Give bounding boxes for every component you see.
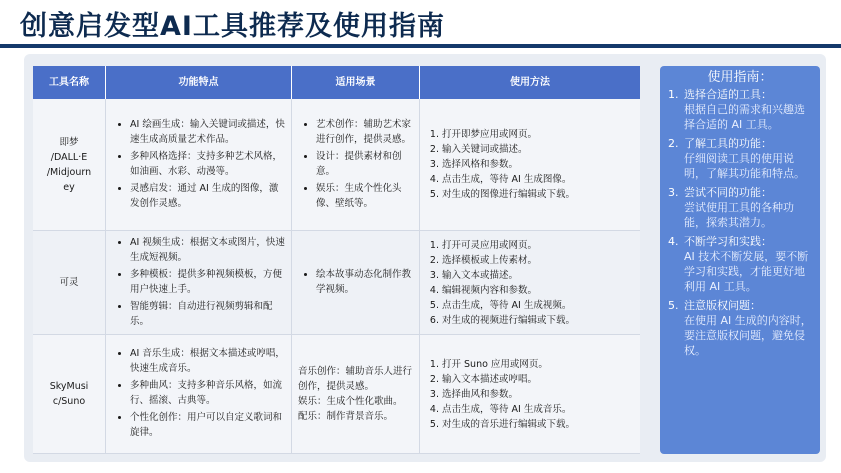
header-features: 功能特点 <box>106 66 292 99</box>
usage-cell <box>420 231 640 335</box>
features-cell <box>106 335 292 454</box>
tools-table <box>33 66 640 454</box>
guide-item <box>668 136 812 181</box>
guide-item-description: 尝试使用工具的各种功能，探索其潜力。 <box>684 201 794 229</box>
guide-item <box>668 298 812 358</box>
usage-step: 6. 对生成的视频进行编辑或下载。 <box>442 313 575 328</box>
usage-step: 4. 点击生成，等待 AI 生成音乐。 <box>442 402 575 417</box>
guide-item-number: 1. <box>668 88 679 101</box>
feature-item: • 多种风格选择：支持多种艺术风格，如油画、水彩、动漫等。 <box>130 149 285 179</box>
tool-name: 可灵 <box>59 277 79 288</box>
features-cell <box>106 99 292 231</box>
usage-step: 1. 打开可灵应用或网页。 <box>442 238 575 253</box>
feature-item: • AI 视频生成：根据文本或图片，快速生成短视频。 <box>130 235 285 265</box>
usage-step: 5. 对生成的图像进行编辑或下载。 <box>442 187 575 202</box>
tool-name-cell <box>33 335 106 454</box>
feature-item: • 智能剪辑：自动进行视频剪辑和配乐。 <box>130 299 285 329</box>
guide-item <box>668 234 812 294</box>
scenes-cell <box>292 335 420 454</box>
scene-item: 娱乐：生成个性化歌曲。 <box>298 396 403 407</box>
feature-item: • 个性化创作：用户可以自定义歌词和旋律。 <box>130 410 285 440</box>
usage-step: 1. 打开即梦应用或网页。 <box>442 127 575 142</box>
title-divider <box>0 44 841 48</box>
feature-item: • AI 音乐生成：根据文本描述或哼唱，快速生成音乐。 <box>130 346 285 376</box>
scene-item: • 娱乐：生成个性化头像、壁纸等。 <box>316 181 413 211</box>
guide-item-description: 根据自己的需求和兴趣选择合适的 AI 工具。 <box>684 103 805 131</box>
scene-item: • 艺术创作：辅助艺术家进行创作，提供灵感。 <box>316 117 413 147</box>
scene-item: • 绘本故事动态化制作教学视频。 <box>316 267 413 297</box>
guide-item-number: 3. <box>668 186 679 199</box>
guide-item-description: 仔细阅读工具的使用说明，了解其功能和特点。 <box>684 152 805 180</box>
scenes-cell <box>292 231 420 335</box>
guide-item-heading: 选择合适的工具： <box>684 88 772 101</box>
guide-item <box>668 87 812 132</box>
scenes-cell <box>292 99 420 231</box>
scene-item: • 设计：提供素材和创意。 <box>316 149 413 179</box>
usage-step: 5. 对生成的音乐进行编辑或下载。 <box>442 417 575 432</box>
usage-step: 3. 选择曲风和参数。 <box>442 387 575 402</box>
usage-step: 3. 输入文本或描述。 <box>442 268 575 283</box>
tool-name-cell <box>33 99 106 231</box>
feature-item: • AI 绘画生成：输入关键词或描述，快速生成高质量艺术作品。 <box>130 117 285 147</box>
guide-item-heading: 注意版权问题： <box>684 299 761 312</box>
usage-step: 1. 打开 Suno 应用或网页。 <box>442 357 575 372</box>
feature-item: • 灵感启发：通过 AI 生成的图像，激发创作灵感。 <box>130 181 285 211</box>
guide-item-description: 在使用 AI 生成的内容时，要注意版权问题，避免侵权。 <box>684 314 812 357</box>
guide-item-heading: 尝试不同的功能： <box>684 186 772 199</box>
header-usage: 使用方法 <box>420 66 640 99</box>
usage-step: 4. 编辑视频内容和参数。 <box>442 283 575 298</box>
feature-item: • 多种模板：提供多种视频模板，方便用户快速上手。 <box>130 267 285 297</box>
usage-step: 2. 输入关键词或描述。 <box>442 142 575 157</box>
feature-item: • 多种曲风：支持多种音乐风格，如流行、摇滚、古典等。 <box>130 378 285 408</box>
guide-item-number: 5. <box>668 299 679 312</box>
guide-title: 使用指南： <box>707 70 773 85</box>
page-title: 创意启发型AI工具推荐及使用指南 <box>20 11 445 42</box>
header-tool-name: 工具名称 <box>33 66 106 99</box>
tool-name: 即梦 /DALL·E /Midjourn ey <box>46 136 92 193</box>
guide-item-heading: 了解工具的功能： <box>684 137 772 150</box>
scene-item: 音乐创作：辅助音乐人进行创作，提供灵感。 <box>298 366 413 392</box>
features-cell <box>106 231 292 335</box>
guide-item-number: 4. <box>668 235 679 248</box>
usage-cell <box>420 99 640 231</box>
usage-step: 5. 点击生成，等待 AI 生成视频。 <box>442 298 575 313</box>
usage-step: 4. 点击生成，等待 AI 生成图像。 <box>442 172 575 187</box>
guide-item-heading: 不断学习和实践： <box>684 235 772 248</box>
usage-step: 2. 选择模板或上传素材。 <box>442 253 575 268</box>
usage-guide-panel <box>660 66 820 454</box>
tool-name: SkyMusi c/Suno <box>49 381 89 407</box>
guide-item-description: AI 技术不断发展，要不断学习和实践，才能更好地利用 AI 工具。 <box>684 250 809 293</box>
guide-item <box>668 185 812 230</box>
usage-step: 2. 输入文本描述或哼唱。 <box>442 372 575 387</box>
usage-step: 3. 选择风格和参数。 <box>442 157 575 172</box>
usage-cell <box>420 335 640 454</box>
scene-item: 配乐：制作背景音乐。 <box>298 411 394 422</box>
header-scenes: 适用场景 <box>292 66 420 99</box>
guide-item-number: 2. <box>668 137 679 150</box>
tool-name-cell <box>33 231 106 335</box>
